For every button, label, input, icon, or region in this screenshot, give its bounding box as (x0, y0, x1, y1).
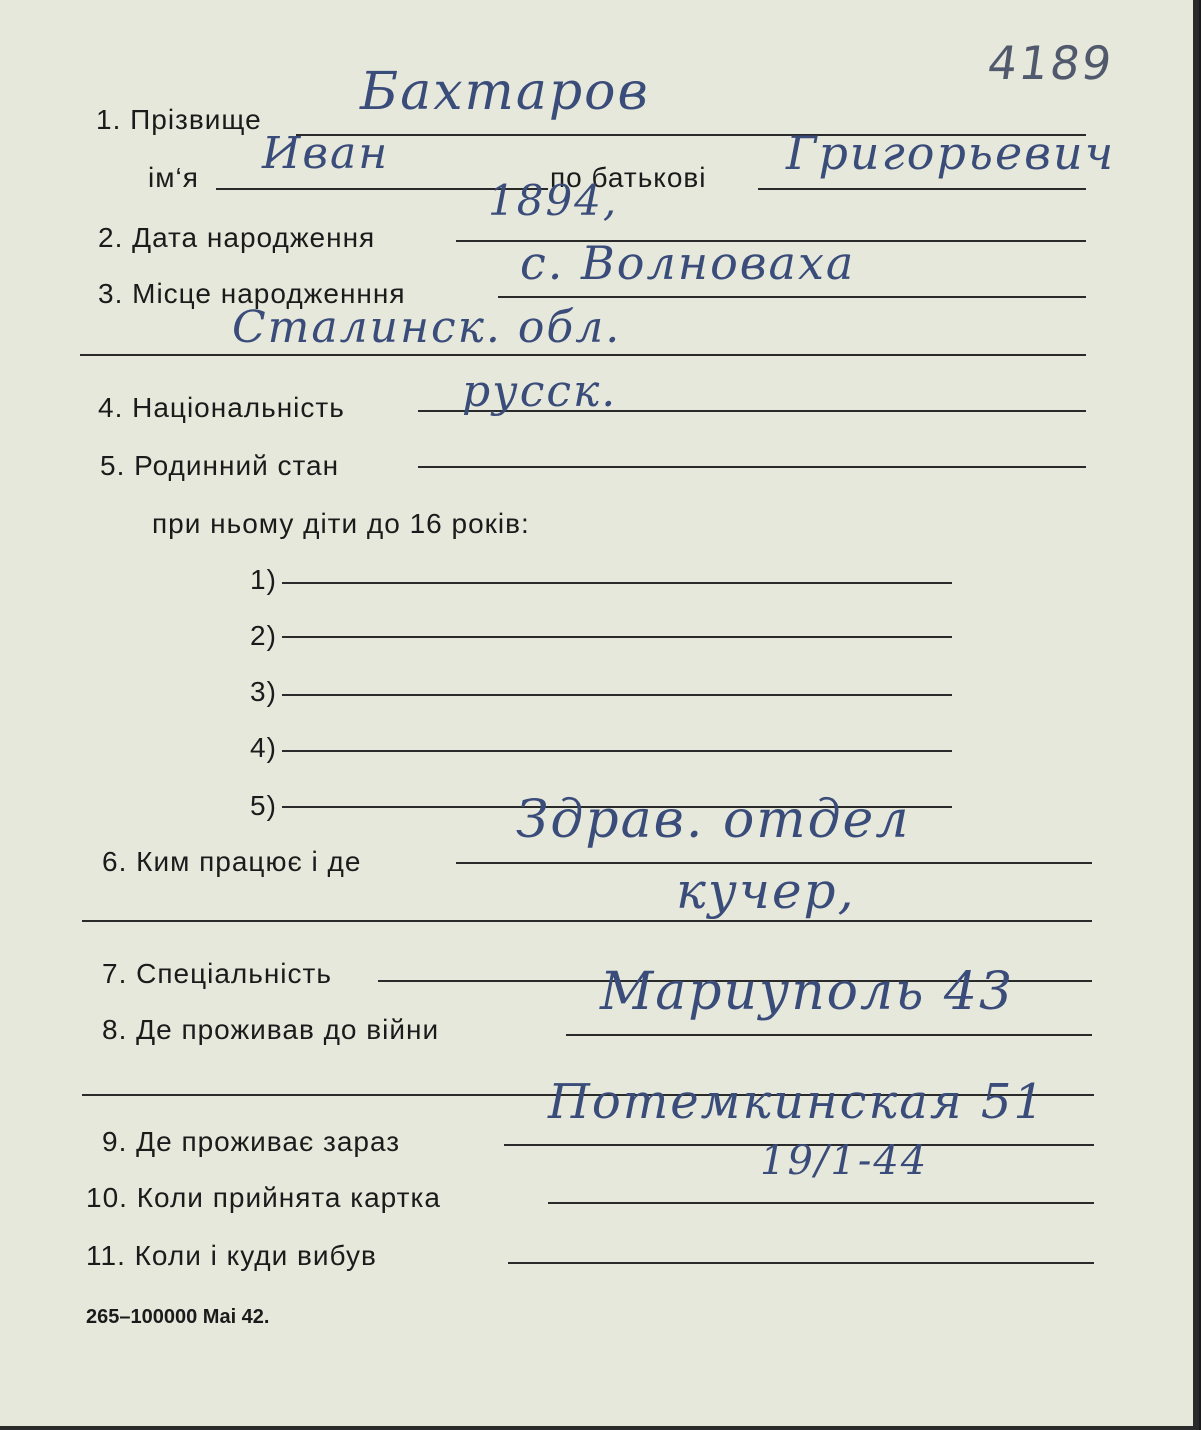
accepted-line (548, 1202, 1094, 1204)
marital-line (418, 466, 1086, 468)
name-value: Иван (262, 128, 390, 179)
prewar-value: Мариуполь 43 (600, 962, 1015, 1022)
name-label: ім‘я (148, 162, 199, 193)
patronymic-value: Григорьевич (786, 126, 1116, 180)
accepted-label: 10. Коли прийнята картка (86, 1182, 441, 1213)
current-label: 9. Де проживає зараз (102, 1126, 401, 1157)
children-label: при ньому діти до 16 років: (152, 508, 530, 539)
child-2-line (282, 636, 952, 638)
child-3-label: 3) (250, 676, 277, 707)
current-value: Потемкинская 51 (548, 1074, 1046, 1130)
child-4-label: 4) (250, 732, 277, 763)
birth-date-value: 1894, (488, 176, 619, 225)
child-2-label: 2) (250, 620, 277, 651)
archive-number: 4189 (984, 36, 1117, 90)
surname-label: 1. Прізвище (96, 104, 262, 135)
work-value-1: Здрав. отдел (516, 790, 911, 850)
child-3-line (282, 694, 952, 696)
nationality-value: русск. (462, 366, 618, 417)
child-1-line (282, 582, 952, 584)
specialty-label: 7. Спеціальність (102, 958, 332, 989)
departed-label: 11. Коли і куди вибув (86, 1240, 377, 1271)
child-1-label: 1) (250, 564, 277, 595)
surname-value: Бахтаров (360, 62, 650, 122)
birth-place-value-2: Сталинск. обл. (232, 302, 622, 353)
birth-place-value-1: с. Волноваха (520, 236, 856, 290)
nationality-label: 4. Національність (98, 392, 345, 423)
child-4-line (282, 750, 952, 752)
prewar-line (566, 1034, 1092, 1036)
birth-place-label: 3. Місце народженння (98, 278, 406, 309)
work-line-2 (82, 920, 1092, 922)
birth-date-label: 2. Дата народження (98, 222, 376, 253)
patronymic-line (758, 188, 1086, 190)
work-value-2: кучер, (676, 862, 856, 920)
print-footer: 265–100000 Mai 42. (86, 1306, 270, 1328)
work-label: 6. Ким працює і де (102, 846, 362, 877)
accepted-value: 19/1-44 (760, 1138, 929, 1184)
departed-line (508, 1262, 1094, 1264)
patronymic-label: по батькові (550, 162, 707, 193)
prewar-label: 8. Де проживав до війни (102, 1014, 440, 1045)
child-5-label: 5) (250, 790, 277, 821)
birth-place-line (498, 296, 1086, 298)
birth-place-line-2 (80, 354, 1086, 356)
marital-label: 5. Родинний стан (100, 450, 340, 481)
